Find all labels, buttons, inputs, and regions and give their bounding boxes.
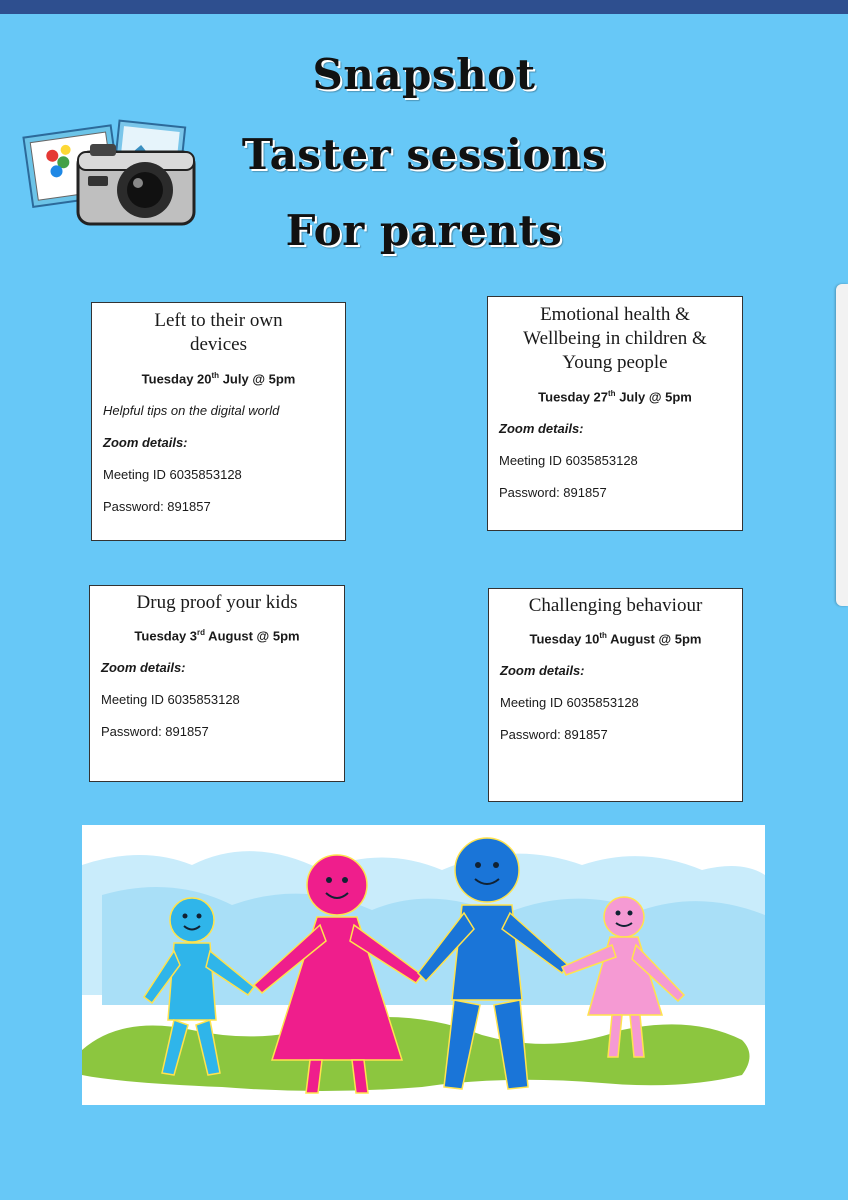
zoom-details-label: Zoom details: [500,663,585,678]
session-title-line: Drug proof your kids [136,592,298,613]
meeting-password: Password: 891857 [499,485,607,500]
meeting-id: Meeting ID 6035853128 [103,467,242,482]
session-card-challenging-behaviour [488,588,743,802]
session-card-emotional-health [487,296,743,531]
session-card-devices [91,302,346,541]
zoom-details-label: Zoom details: [499,421,584,436]
meeting-password: Password: 891857 [101,724,209,739]
poster [0,14,848,1200]
meeting-password: Password: 891857 [500,727,608,742]
session-title-line: Challenging behaviour [528,595,703,616]
zoom-details-label: Zoom details: [101,660,186,675]
family-illustration-svg [82,825,765,1105]
poster-title-line-2: Taster sessions [241,130,607,179]
session-title-line: Emotional health & [540,304,690,325]
session-title-line: devices [190,334,247,355]
poster-title-line-3: For parents [285,206,563,255]
side-scroll-handle[interactable] [836,284,848,606]
meeting-password: Password: 891857 [103,499,211,514]
zoom-details-label: Zoom details: [103,435,188,450]
session-title-line: Left to their own [154,310,283,331]
meeting-id: Meeting ID 6035853128 [499,453,638,468]
session-date: Tuesday 10th August @ 5pm [529,631,702,647]
session-title-line: Wellbeing in children & [523,328,707,349]
session-date: Tuesday 3rd August @ 5pm [134,628,300,644]
meeting-id: Meeting ID 6035853128 [101,692,240,707]
session-date: Tuesday 20th July @ 5pm [141,371,296,387]
top-bar [0,0,848,14]
session-card-drug-proof [89,585,345,782]
camera-icon [20,116,198,226]
session-tagline: Helpful tips on the digital world [103,403,280,418]
session-date: Tuesday 27th July @ 5pm [538,389,692,405]
meeting-id: Meeting ID 6035853128 [500,695,639,710]
poster-title-line-1: Snapshot [312,50,536,99]
session-title-line: Young people [562,352,668,373]
family-illustration [82,825,765,1105]
